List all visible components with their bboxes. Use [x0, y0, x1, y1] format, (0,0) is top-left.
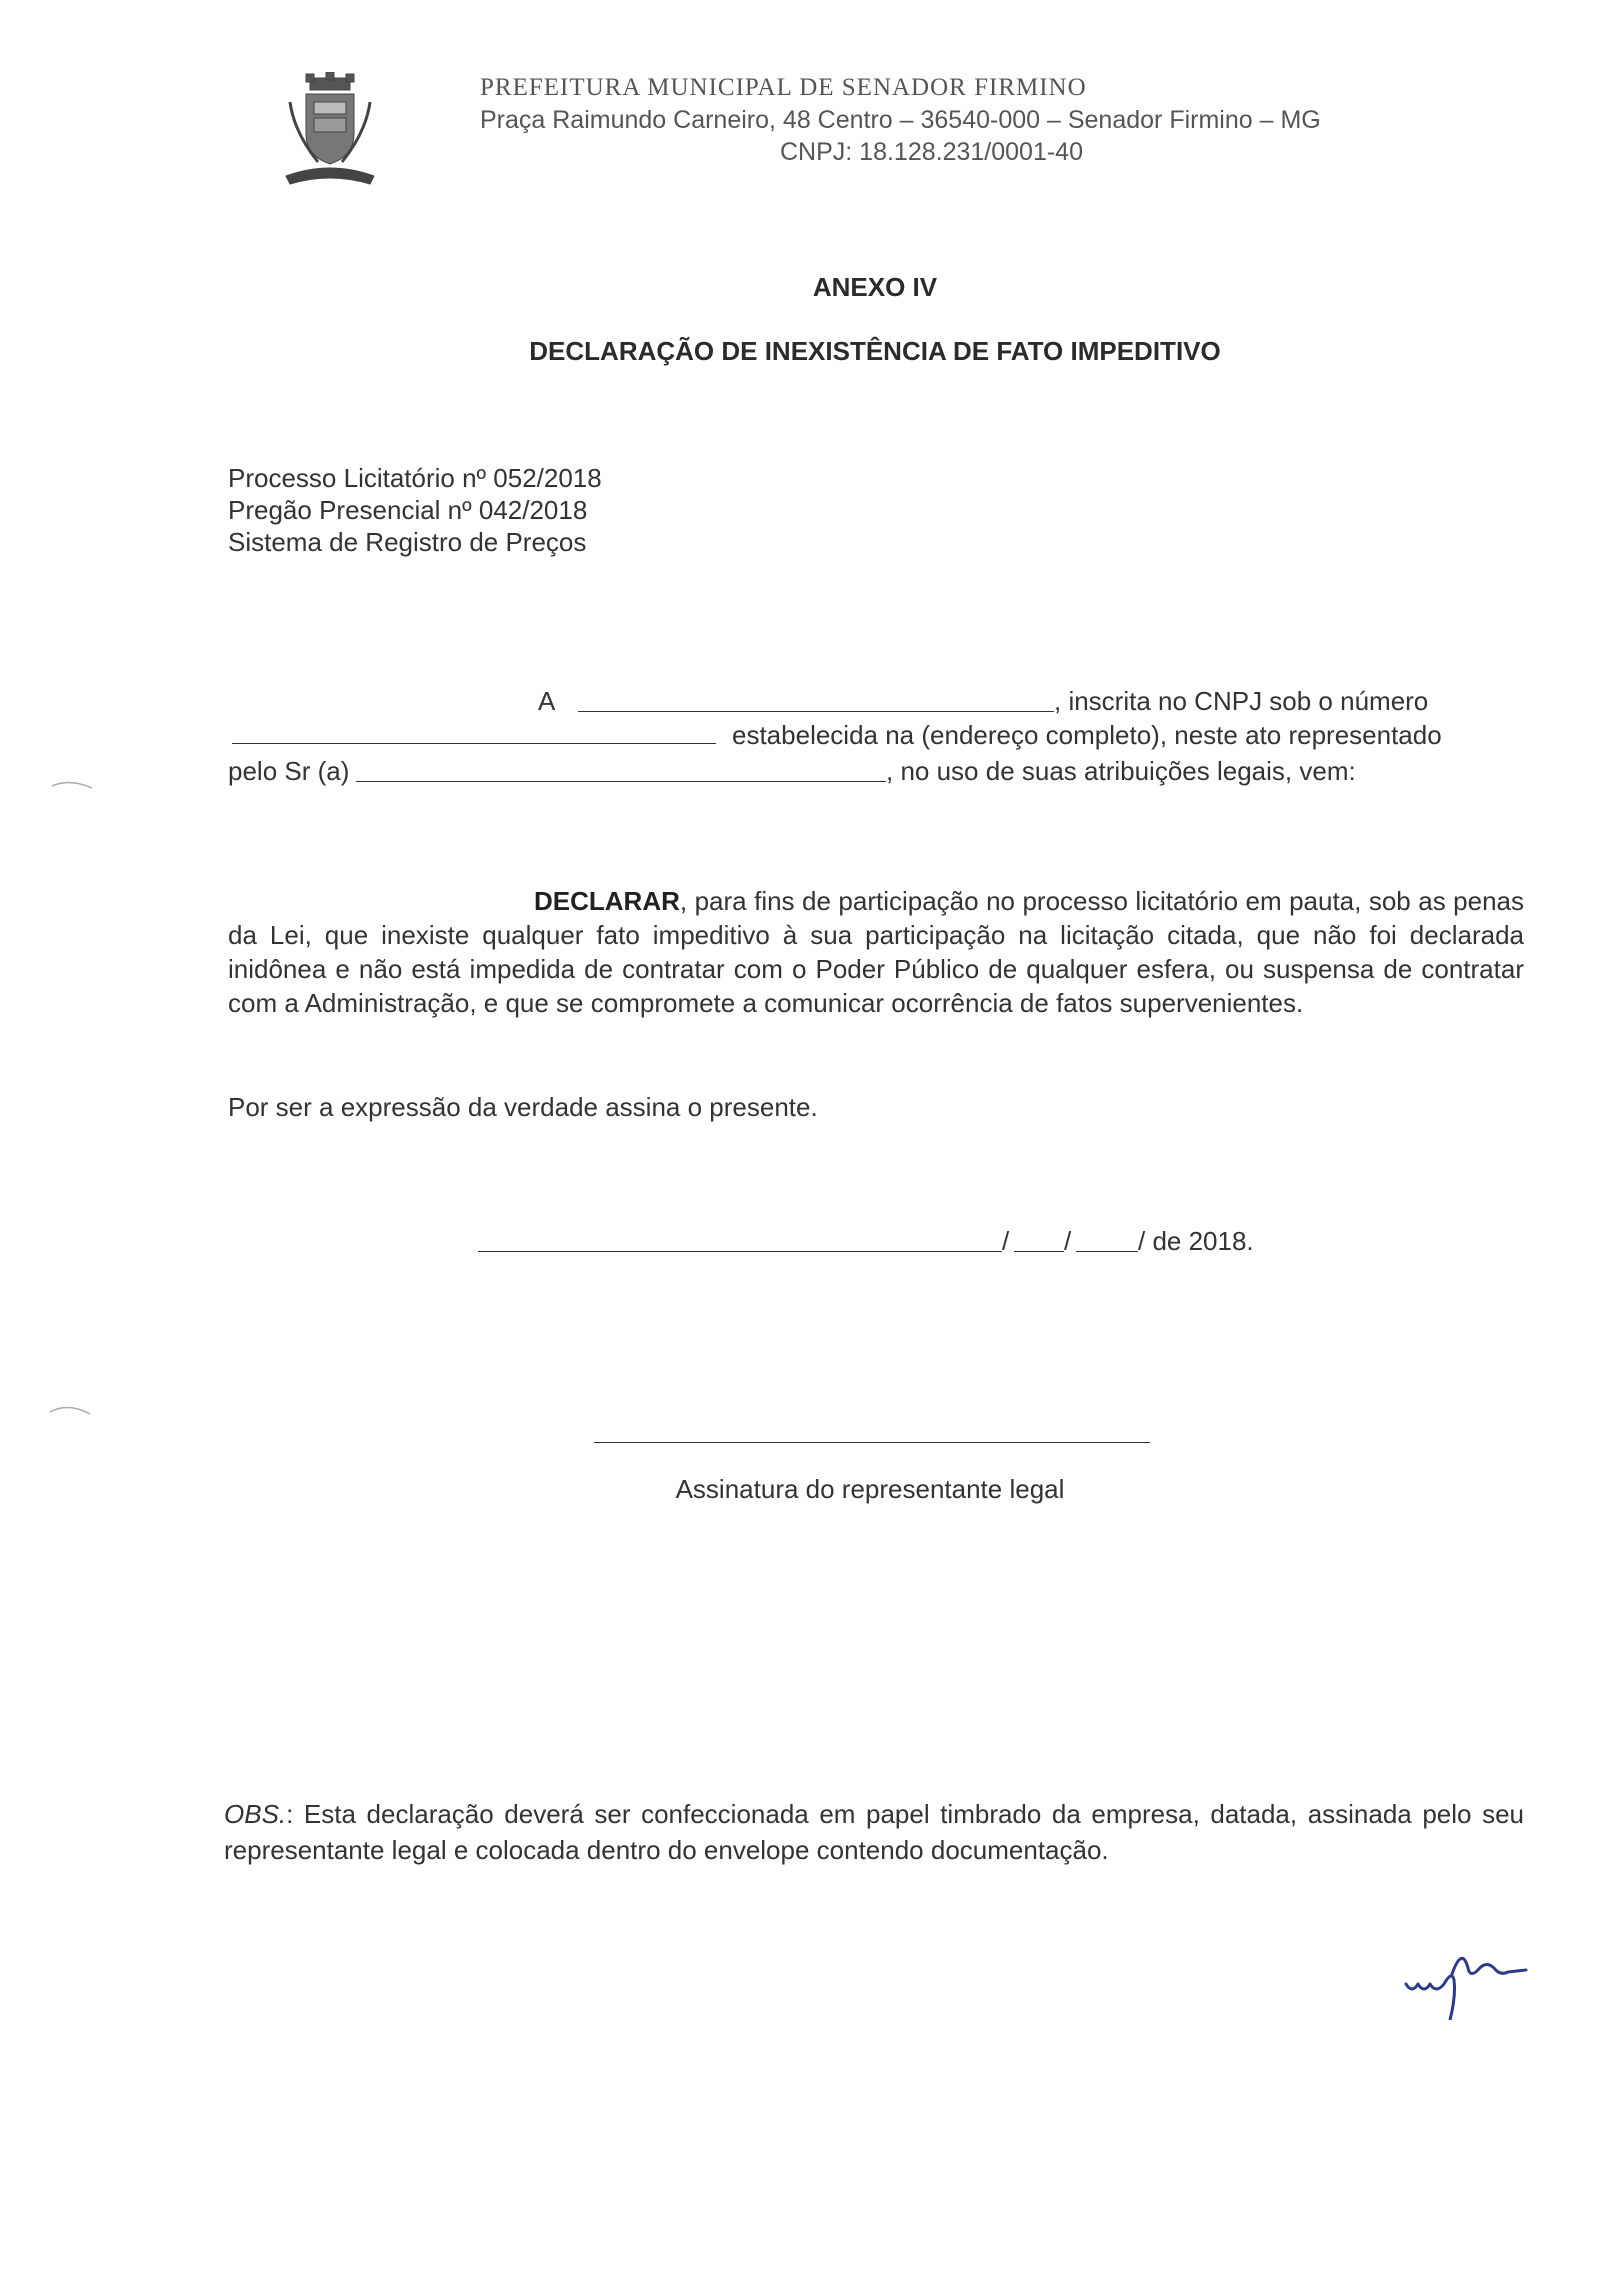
- attributions-text: , no uso de suas atribuições legais, vem:: [886, 756, 1356, 786]
- handwritten-rubric-icon: [1400, 1950, 1580, 2020]
- month-line: [1076, 1251, 1138, 1252]
- established-text: estabelecida na (endereço completo), neste ato representado: [732, 720, 1442, 750]
- annex-title: ANEXO IV: [812, 272, 938, 302]
- representative-name-line: [356, 781, 886, 782]
- cnpj-number-line: [232, 743, 716, 744]
- scan-mark: [48, 1400, 92, 1418]
- process-auction: Pregão Presencial nº 042/2018: [228, 495, 588, 525]
- declaration-body: , para fins de participação no processo licitatório em pauta, sob as penas da Lei, que inexiste qualquer fato impeditivo à sua participação na licitação citada, que não foi declarada inidônea e não está impedida de contratar com o Poder Público de qualquer esfera, ou suspensa de contratar com a Administração, e que se compromete a comunicar ocorrência de fatos supervenientes.: [228, 886, 1524, 1018]
- date-sep-2: /: [1064, 1226, 1072, 1256]
- obs-label: OBS.: [224, 1799, 287, 1829]
- scan-mark: [50, 776, 94, 792]
- date-suffix: / de 2018.: [1138, 1226, 1254, 1256]
- place-line: [478, 1251, 1002, 1252]
- signature-line: [594, 1442, 1150, 1443]
- declaration-paragraph: [228, 884, 1524, 1020]
- process-system: Sistema de Registro de Preços: [228, 527, 587, 557]
- header-cnpj: CNPJ: 18.128.231/0001-40: [780, 138, 1083, 166]
- cnpj-text: , inscrita no CNPJ sob o número: [1054, 686, 1429, 716]
- header-institution: PREFEITURA MUNICIPAL DE SENADOR FIRMINO: [480, 74, 1087, 101]
- declaration-title: DECLARAÇÃO DE INEXISTÊNCIA DE FATO IMPEDITIVO: [529, 336, 1221, 366]
- signature-label: Assinatura do representante legal: [675, 1474, 1065, 1504]
- company-name-line: [578, 711, 1054, 712]
- obs-note: [224, 1796, 1524, 1868]
- closing-statement: Por ser a expressão da verdade assina o presente.: [228, 1092, 818, 1122]
- prefix-a: A: [538, 686, 556, 716]
- date-sep-1: /: [1002, 1226, 1010, 1256]
- header-address: Praça Raimundo Carneiro, 48 Centro – 36540-000 – Senador Firmino – MG: [480, 106, 1321, 134]
- obs-text: : Esta declaração deverá ser confeccionada em papel timbrado da empresa, datada, assinada pelo seu representante legal e colocada dentro do envelope contendo documentação.: [224, 1799, 1524, 1865]
- day-line: [1014, 1251, 1064, 1252]
- declaration-keyword: DECLARAR: [534, 886, 680, 916]
- municipal-coat-of-arms-icon: [282, 72, 378, 192]
- by-sr-text: pelo Sr (a): [228, 756, 350, 786]
- process-licitation: Processo Licitatório nº 052/2018: [228, 463, 602, 493]
